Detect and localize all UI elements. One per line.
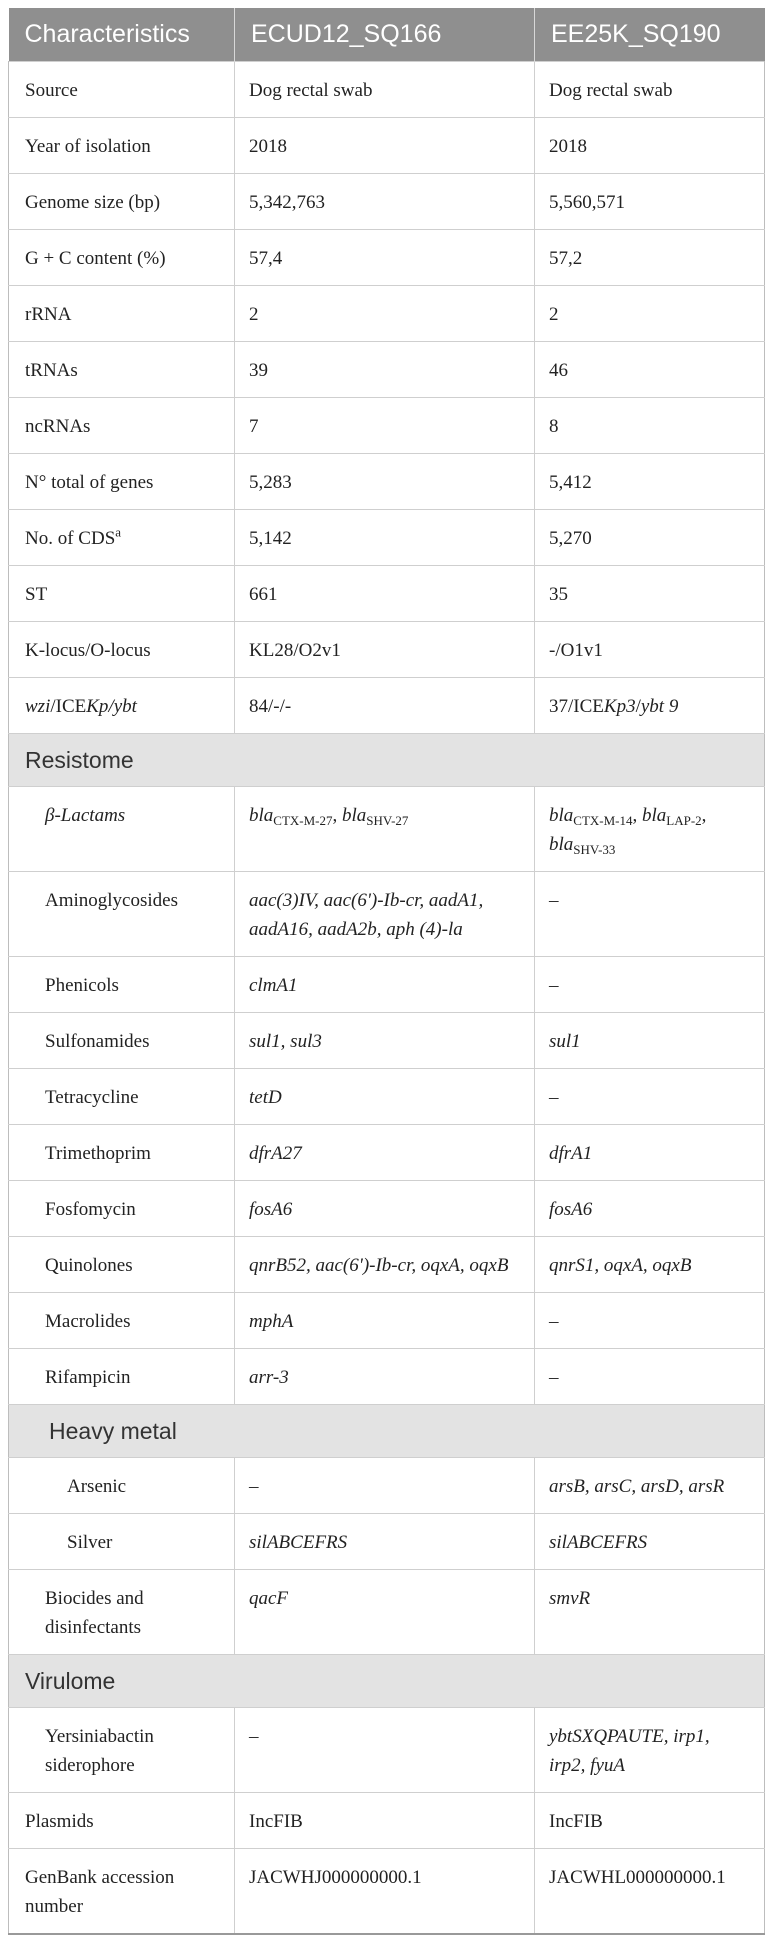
cell-a: 5,342,763 (235, 174, 535, 230)
cell-b: – (535, 1069, 765, 1125)
header-ecud12: ECUD12_SQ166 (235, 8, 535, 62)
cell-b: ybtSXQPAUTE, irp1, irp2, fyuA (535, 1708, 765, 1793)
cell-a: dfrA27 (235, 1125, 535, 1181)
cds-label: No. of CDS (25, 528, 116, 549)
bla-text: bla (549, 834, 574, 855)
cell-b: -/O1v1 (535, 622, 765, 678)
row-label: Yersiniabactin siderophore (9, 1708, 235, 1793)
section-row-heavy-metal (9, 1405, 765, 1458)
row-label: Tetracycline (9, 1069, 235, 1125)
table-row (9, 1069, 765, 1125)
section-row-resistome (9, 734, 765, 787)
table-row (9, 1013, 765, 1069)
cell-a: – (235, 1708, 535, 1793)
cell-b (535, 678, 765, 734)
bla-text: bla (249, 805, 274, 826)
table-row (9, 230, 765, 286)
cell-a: mphA (235, 1293, 535, 1349)
table-row (9, 1349, 765, 1405)
cell-b: dfrA1 (535, 1125, 765, 1181)
cell-b: Dog rectal swab (535, 62, 765, 118)
cell-b: IncFIB (535, 1793, 765, 1849)
cell-a: Dog rectal swab (235, 62, 535, 118)
wzi-text: wzi (25, 696, 51, 717)
bla-sub: SHV-33 (573, 842, 616, 857)
b-slash: / (635, 696, 641, 717)
cell-b: qnrS1, oqxA, oqxB (535, 1237, 765, 1293)
cell-a: – (235, 1458, 535, 1514)
row-label: Source (9, 62, 235, 118)
row-label: Trimethoprim (9, 1125, 235, 1181)
table-row (9, 1125, 765, 1181)
table-row (9, 872, 765, 957)
cell-b: 5,560,571 (535, 174, 765, 230)
bla-text: bla (642, 805, 667, 826)
row-label: Macrolides (9, 1293, 235, 1349)
betalactams-label: β-Lactams (45, 805, 126, 826)
row-label: Biocides and disinfectants (9, 1570, 235, 1655)
sep: , (701, 805, 707, 826)
row-label: Aminoglycosides (9, 872, 235, 957)
table-row (9, 1458, 765, 1514)
cell-b: sul1 (535, 1013, 765, 1069)
b-ybt: ybt 9 (640, 696, 679, 717)
row-label: K-locus/O-locus (9, 622, 235, 678)
cell-a (235, 787, 535, 872)
sep: , (632, 805, 642, 826)
cell-a: 661 (235, 566, 535, 622)
cell-a: 2 (235, 286, 535, 342)
cell-a: KL28/O2v1 (235, 622, 535, 678)
table-row (9, 787, 765, 872)
cell-b: 8 (535, 398, 765, 454)
row-label: Quinolones (9, 1237, 235, 1293)
row-label: Silver (9, 1514, 235, 1570)
cell-b: smvR (535, 1570, 765, 1655)
cell-b: 5,412 (535, 454, 765, 510)
cell-a: 57,4 (235, 230, 535, 286)
row-label: tRNAs (9, 342, 235, 398)
cell-b: 2018 (535, 118, 765, 174)
cell-a: 84/-/- (235, 678, 535, 734)
bla-text: bla (549, 805, 574, 826)
sep: , (332, 805, 342, 826)
row-label: Genome size (bp) (9, 174, 235, 230)
row-label: Rifampicin (9, 1349, 235, 1405)
table-row (9, 398, 765, 454)
row-label: Year of isolation (9, 118, 235, 174)
table-row (9, 566, 765, 622)
row-label: Plasmids (9, 1793, 235, 1849)
ybt-text: /ybt (108, 696, 137, 717)
table-row (9, 1570, 765, 1655)
row-label: G + C content (%) (9, 230, 235, 286)
cell-b: – (535, 1349, 765, 1405)
section-row-virulome (9, 1655, 765, 1708)
cell-b: silABCEFRS (535, 1514, 765, 1570)
kp-text: Kp (86, 696, 109, 717)
row-label: ST (9, 566, 235, 622)
section-header: Heavy metal (9, 1405, 765, 1458)
cell-a: aac(3)IV, aac(6')-Ib-cr, aadA1, aadA16, aadA2b, aph (4)-la (235, 872, 535, 957)
table-row (9, 1181, 765, 1237)
header-ee25k: EE25K_SQ190 (535, 8, 765, 62)
cell-b: – (535, 872, 765, 957)
table-row (9, 678, 765, 734)
section-header: Virulome (9, 1655, 765, 1708)
cell-b: – (535, 957, 765, 1013)
table-row (9, 62, 765, 118)
cell-a: 2018 (235, 118, 535, 174)
row-label: Sulfonamides (9, 1013, 235, 1069)
row-label: Fosfomycin (9, 1181, 235, 1237)
table-row (9, 1514, 765, 1570)
cell-a: silABCEFRS (235, 1514, 535, 1570)
row-label: ncRNAs (9, 398, 235, 454)
cell-a: sul1, sul3 (235, 1013, 535, 1069)
cell-a: tetD (235, 1069, 535, 1125)
footnote-marker: a (115, 524, 122, 540)
table-row (9, 286, 765, 342)
bla-text: bla (342, 805, 367, 826)
table-row (9, 174, 765, 230)
table-row (9, 1237, 765, 1293)
row-label (9, 678, 235, 734)
row-label: Arsenic (9, 1458, 235, 1514)
cell-b: arsB, arsC, arsD, arsR (535, 1458, 765, 1514)
cell-b: – (535, 1293, 765, 1349)
cell-b: 46 (535, 342, 765, 398)
ice-text: /ICE (50, 696, 87, 717)
b-num: 37/ICE (549, 696, 604, 717)
cell-a: qnrB52, aac(6')-Ib-cr, oqxA, oqxB (235, 1237, 535, 1293)
header-characteristics: Characteristics (9, 8, 235, 62)
characteristics-table (8, 8, 765, 1935)
cell-a: 7 (235, 398, 535, 454)
cell-b: 5,270 (535, 510, 765, 566)
bla-sub: SHV-27 (366, 813, 409, 828)
b-kp3: Kp3 (603, 696, 636, 717)
bla-sub: LAP-2 (666, 813, 702, 828)
cell-b: fosA6 (535, 1181, 765, 1237)
cell-a: 39 (235, 342, 535, 398)
row-label: Phenicols (9, 957, 235, 1013)
cell-b: 2 (535, 286, 765, 342)
cell-a: 5,283 (235, 454, 535, 510)
table-row (9, 342, 765, 398)
table-row (9, 1849, 765, 1935)
cell-a: IncFIB (235, 1793, 535, 1849)
cell-b (535, 787, 765, 872)
table-row (9, 1293, 765, 1349)
table-row (9, 118, 765, 174)
table-row (9, 957, 765, 1013)
characteristics-table-container (8, 8, 764, 1935)
table-row (9, 510, 765, 566)
cell-a: 5,142 (235, 510, 535, 566)
table-row (9, 622, 765, 678)
table-row (9, 454, 765, 510)
cell-a: qacF (235, 1570, 535, 1655)
cell-b: 57,2 (535, 230, 765, 286)
cell-b: JACWHL000000000.1 (535, 1849, 765, 1935)
cell-a: arr-3 (235, 1349, 535, 1405)
cell-a: fosA6 (235, 1181, 535, 1237)
bla-sub: CTX-M-27 (273, 813, 333, 828)
row-label (9, 510, 235, 566)
cell-a: clmA1 (235, 957, 535, 1013)
header-row (9, 8, 765, 62)
row-label: rRNA (9, 286, 235, 342)
table-row (9, 1793, 765, 1849)
row-label: N° total of genes (9, 454, 235, 510)
bla-sub: CTX-M-14 (573, 813, 633, 828)
row-label: GenBank accession number (9, 1849, 235, 1935)
section-header: Resistome (9, 734, 765, 787)
row-label (9, 787, 235, 872)
table-row (9, 1708, 765, 1793)
cell-a: JACWHJ000000000.1 (235, 1849, 535, 1935)
cell-b: 35 (535, 566, 765, 622)
